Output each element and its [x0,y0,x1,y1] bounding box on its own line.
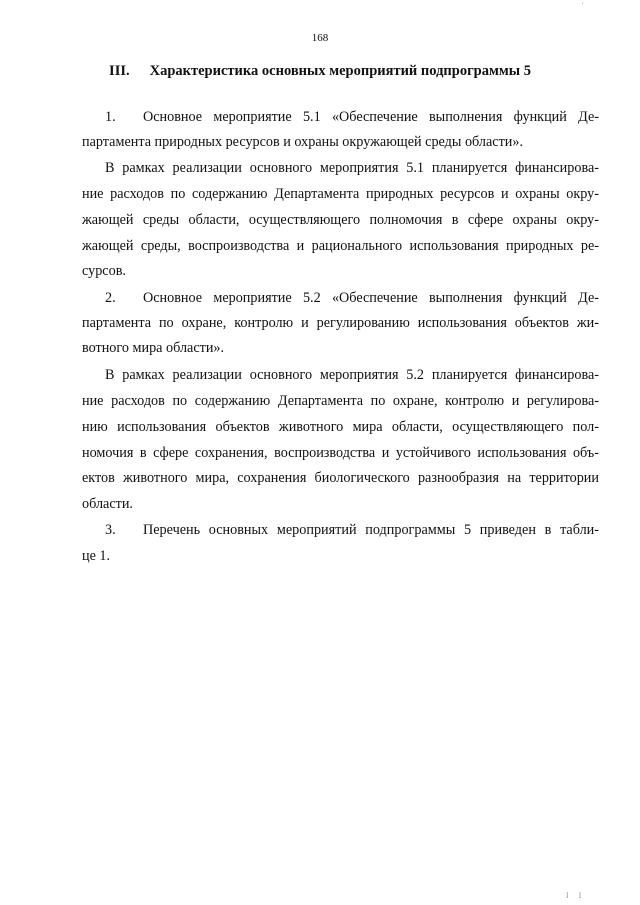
paragraph-text: Основное мероприятие 5.1 «Обеспечение выполнения функций Де- [143,109,599,125]
paragraph-line: области. [82,496,133,512]
item-number: 2. [105,290,116,306]
paragraph-line: ние расходов по содержанию Департамента природных ресурсов и охраны окру- [82,186,599,202]
paragraph-line: жающей среды, воспроизводства и рационального использования природных ре- [82,238,599,254]
paragraph-line: ектов животного мира, сохранения биологического разнообразия на территории [82,470,599,486]
paragraph-text: Перечень основных мероприятий подпрограммы 5 приведен в табли- [143,522,599,538]
scan-mark-bottom: I I [566,891,586,900]
paragraph-line: жающей среды области, осуществляющего полномочия в сфере охраны окру- [82,212,599,228]
scan-mark-top: ' [582,1,584,10]
page-number: 168 [311,32,329,44]
paragraph-line: партамента по охране, контролю и регулированию использования объектов жи- [82,315,599,331]
paragraph-line: це 1. [82,548,111,564]
paragraph-line: ние расходов по содержанию Департамента по охране, контролю и регулирова- [82,393,599,409]
paragraph-line: нию использования объектов животного мира области, осуществляющего пол- [82,419,599,435]
paragraph-text: Основное мероприятие 5.2 «Обеспечение выполнения функций Де- [143,290,599,306]
paragraph-line: партамента природных ресурсов и охраны окружающей среды области». [82,134,524,150]
paragraph-line [105,517,599,543]
paragraph-line: В рамках реализации основного мероприятия 5.1 планируется финансирова- [105,160,599,176]
item-number: 3. [105,522,116,538]
paragraph-line [105,285,599,311]
paragraph-line: сурсов. [82,263,126,279]
paragraph-line: номочия в сфере сохранения, воспроизводства и устойчивого использования объ- [82,445,599,461]
paragraph-line: вотного мира области». [82,340,225,356]
section-title: Характеристика основных мероприятий подпрограммы 5 [149,63,531,79]
paragraph-line [105,104,599,130]
section-heading [0,61,640,81]
item-number: 1. [105,109,116,125]
paragraph-line: В рамках реализации основного мероприятия 5.2 планируется финансирова- [105,367,599,383]
section-number: III. [109,63,130,79]
